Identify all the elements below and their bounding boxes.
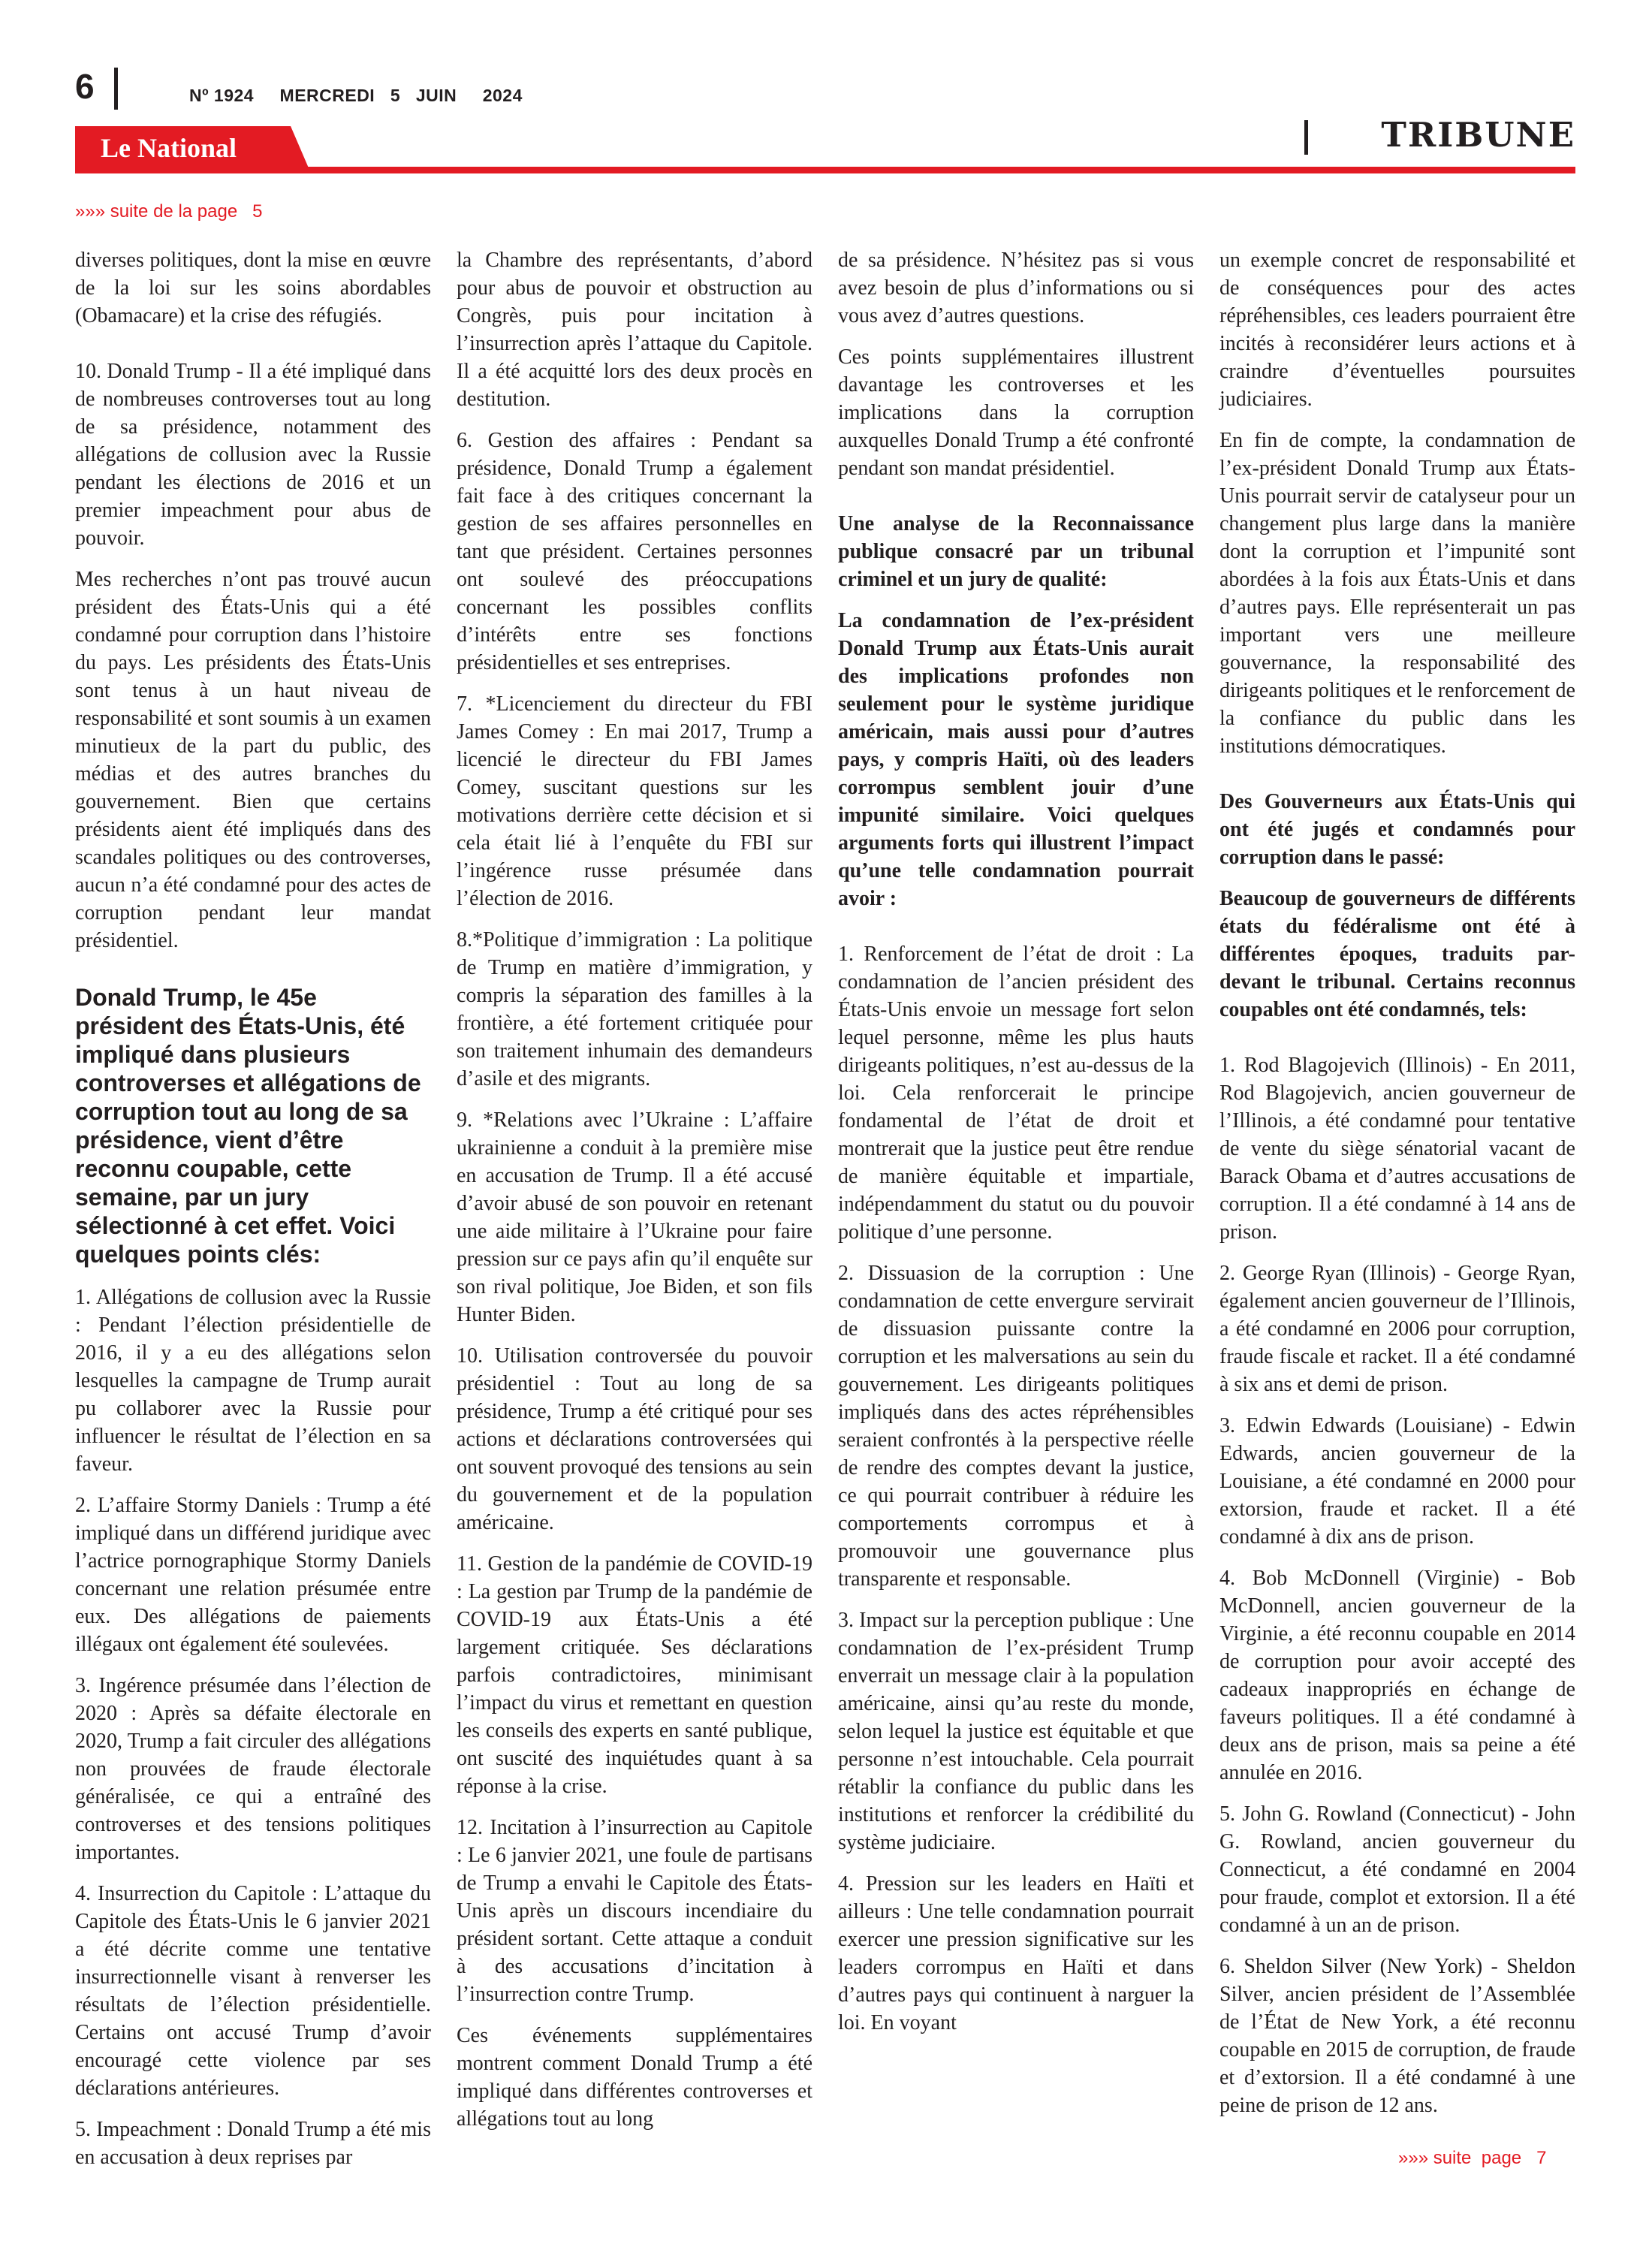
article-column-3: [838, 246, 1194, 2050]
page-number: 6: [75, 67, 95, 106]
paragraph: Ces points supplémentaires illustrent davantage les controverses et les implications dans la corruption auxquelles Donald Trump a été confronté pendant son mandat présidentiel.: [838, 345, 1194, 480]
paragraph: un exemple concret de responsabilité et de conséquences pour des actes répréhensibles, ces leaders pourraient être incités à reconsidérer leurs actions et à craindre d’éventuelles poursuites judiciaires.: [1219, 249, 1575, 411]
issue-day: MERCREDI: [279, 86, 375, 105]
paragraph: 2. Dissuasion de la corruption : Une condamnation de cette envergure servirait de dissuasion puissante contre la corruption et les malversations au sein du gouvernement. Les dirigeants politiques impliqués dans des actes répréhensibles seraient confrontés à la perspective réelle de rendre des comptes devant la justice, ce qui pourrait contribuer à réduire les comportements corrompus et à promouvoir une gouvernance plus transparente et responsable.: [838, 1262, 1194, 1591]
issue-number: Nº 1924: [189, 86, 255, 105]
paragraph: Ces événements supplémentaires montrent comment Donald Trump a été impliqué dans différentes controverses et allégations tout au long: [457, 2024, 812, 2131]
paragraph: 3. Ingérence présumée dans l’élection de 2020 : Après sa défaite électorale en 2020, Trump a fait circuler des allégations non prouvées de fraude électorale généralisée, ce qui a entraîné des controverses et des tensions politiques importantes.: [75, 1674, 431, 1864]
brand-logo: Le National: [101, 133, 237, 163]
paragraph: 1. Rod Blagojevich (Illinois) - En 2011, Rod Blagojevich, ancien gouverneur de l’Illinois, a été condamné pour tentative de vente du siège sénatorial vacant de Barack Obama et d’autres accusations de corruption. Il a été condamné à 14 ans de prison.: [1219, 1054, 1575, 1244]
paragraph: 9. *Relations avec l’Ukraine : L’affaire ukrainienne a conduit à la première mise en accusation de Trump. Il a été accusé d’avoir abusé de son pouvoir en retenant une aide militaire à l’Ukraine pour faire pression sur ce pays afin qu’il enquête sur son rival politique, Joe Biden, et son fils Hunter Biden.: [457, 1108, 812, 1326]
paragraph: 12. Incitation à l’insurrection au Capitole : Le 6 janvier 2021, une foule de partisans de Trump a envahi le Capitole des États-Unis après un discours incendiaire du président sortant. Cette attaque a conduit à des accusations d’incitation à l’insurrection contre Trump.: [457, 1816, 812, 2006]
paragraph: 1. Allégations de collusion avec la Russie : Pendant l’élection présidentielle de 2016, il y a eu des allégations selon lesquelles la campagne de Trump aurait pu collaborer avec la Russie pour influencer le résultat de l’élection en sa faveur.: [75, 1286, 431, 1476]
section-divider: [1304, 120, 1308, 155]
article-column-2: [457, 246, 812, 2146]
paragraph: 11. Gestion de la pandémie de COVID-19 : La gestion par Trump de la pandémie de COVID-19 aux États-Unis a été largement critiquée. Ses déclarations parfois contradictoires, minimisant l’impact du virus et remettant en question les conseils des experts en santé publique, ont suscité des inquiétudes quant à sa réponse à la crise.: [457, 1552, 812, 1798]
paragraph: 5. Impeachment : Donald Trump a été mis en accusation à deux reprises par: [75, 2118, 431, 2169]
issue-meta: [189, 86, 523, 106]
continued-to-link[interactable]: »»» suite page 7: [1398, 2148, 1547, 2168]
subheading: Donald Trump, le 45e président des États-Unis, été impliqué dans plusieurs controverses et allégations de corruption tout au long de sa présidence, vient d’être reconnu coupable, cette semaine, par un jury sélectionné à cet effet. Voici quelques points clés:: [75, 984, 421, 1268]
paragraph: 4. Insurrection du Capitole : L’attaque du Capitole des États-Unis le 6 janvier 2021 a été décrite comme une tentative insurrectionnelle visant à renverser les résultats de l’élection présidentielle. Certains ont accusé Trump d’avoir encouragé cette violence par ses déclarations antérieures.: [75, 1882, 431, 2100]
paragraph: 10. Donald Trump - Il a été impliqué dans de nombreuses controverses tout au long de sa présidence, notamment des allégations de collusion avec la Russie pendant les élections de 2016 et un premier impeachment pour abus de pouvoir.: [75, 360, 431, 550]
paragraph: 1. Renforcement de l’état de droit : La condamnation de l’ancien président des États-Unis envoie un message fort selon lequel personne, même les plus hauts dirigeants politiques, n’est au-dessus de la loi. Cela renforcerait le principe fondamental de l’état de droit et montrerait que la justice peut être rendue de manière équitable et impartiale, indépendamment du statut ou du pouvoir politique d’une personne.: [838, 943, 1194, 1244]
issue-date-number: 5: [390, 86, 401, 105]
page-number-divider: [114, 68, 118, 110]
bold-lead: Des Gouverneurs aux États-Unis qui ont été jugés et condamnés pour corruption dans le passé:: [1219, 790, 1575, 869]
paragraph: 2. L’affaire Stormy Daniels : Trump a été impliqué dans un différend juridique avec l’actrice pornographique Stormy Daniels concernant une relation présumée entre eux. Des allégations de paiements illégaux ont également été soulevées.: [75, 1494, 431, 1656]
bold-lead: La condamnation de l’ex-président Donald Trump aux États-Unis aurait des implications profondes non seulement pour le système juridique américain, mais aussi pour d’autres pays, y compris Haïti, où des leaders corrompus semblent jouir d’une impunité similaire. Voici quelques arguments forts qui illustrent l’impact qu’une telle condamnation pourrait avoir :: [838, 609, 1194, 910]
article-column-4: [1219, 246, 1575, 2133]
paragraph: 6. Gestion des affaires : Pendant sa présidence, Donald Trump a également fait face à des critiques concernant la gestion de ses affaires personnelles en tant que président. Certaines personnes ont soulevé des préoccupations concernant les possibles conflits d’intérêts entre ses fonctions présidentielles et ses entreprises.: [457, 429, 812, 674]
paragraph: 8.*Politique d’immigration : La politique de Trump en matière d’immigration, y compris la séparation des familles à la frontière, a été fortement critiquée pour son traitement inhumain des demandeurs d’asile et des migrants.: [457, 928, 812, 1090]
paragraph: la Chambre des représentants, d’abord pour abus de pouvoir et obstruction au Congrès, puis pour incitation à l’insurrection après l’attaque du Capitole. Il a été acquitté lors des deux procès en destitution.: [457, 249, 812, 411]
paragraph: 3. Impact sur la perception publique : Une condamnation de l’ex-président Trump enverrait un message clair à la population américaine, ainsi qu’au reste du monde, selon lequel la justice est équitable et que personne n’est intouchable. Cela pourrait rétablir la confiance du public dans les institutions et renforcer la crédibilité du système judiciaire.: [838, 1609, 1194, 1854]
paragraph: 3. Edwin Edwards (Louisiane) - Edwin Edwards, ancien gouverneur de la Louisiane, a été condamné en 2000 pour extorsion, fraude et racket. Il a été condamné à dix ans de prison.: [1219, 1414, 1575, 1549]
paragraph: de sa présidence. N’hésitez pas si vous avez besoin de plus d’informations ou si vous avez d’autres questions.: [838, 249, 1194, 327]
bold-lead: Une analyse de la Reconnaissance publique consacré par un tribunal criminel et un jury de qualité:: [838, 512, 1194, 591]
continued-from-link[interactable]: »»» suite de la page 5: [75, 201, 263, 222]
paragraph: En fin de compte, la condamnation de l’ex-président Donald Trump aux États-Unis pourrait servir de catalyseur pour un changement plus large dans la manière dont la corruption et l’impunité sont abordées à la fois aux États-Unis et dans d’autres pays. Elle représenterait un pas important vers une meilleure gouvernance, la responsabilité des dirigeants politiques et le renforcement de la confiance du public dans les institutions démocratiques.: [1219, 429, 1575, 758]
paragraph: 6. Sheldon Silver (New York) - Sheldon Silver, ancien président de l’Assemblée de l’État de New York, a été reconnu coupable en 2015 de corruption, de fraude et d’extorsion. Il a été condamné à une peine de prison de 12 ans.: [1219, 1955, 1575, 2117]
bold-lead: Beaucoup de gouverneurs de différents états du fédéralisme ont été à différentes époques, traduits par-devant le tribunal. Certains reconnus coupables ont été condamnés, tels:: [1219, 887, 1575, 1021]
issue-year: 2024: [482, 86, 523, 105]
section-title: TRIBUNE: [1381, 115, 1575, 155]
paragraph: 10. Utilisation controversée du pouvoir présidentiel : Tout au long de sa présidence, Trump a été critiqué pour ses actions et déclarations controversées qui ont souvent provoqué des tensions au sein du gouvernement et de la population américaine.: [457, 1344, 812, 1534]
paragraph: diverses politiques, dont la mise en œuvre de la loi sur les soins abordables (Obamacare) et la crise des réfugiés.: [75, 249, 431, 327]
paragraph: 7. *Licenciement du directeur du FBI James Comey : En mai 2017, Trump a licencié le directeur du FBI James Comey, suscitant questions sur les motivations derrière cette décision et si cela était lié à l’enquête du FBI sur l’ingérence russe présumée dans l’élection de 2016.: [457, 692, 812, 910]
paragraph: 2. George Ryan (Illinois) - George Ryan, également ancien gouverneur de l’Illinois, a été condamné en 2006 pour corruption, fraude fiscale et racket. Il a été condamné à six ans et demi de prison.: [1219, 1262, 1575, 1396]
paragraph: 4. Pression sur les leaders en Haïti et ailleurs : Une telle condamnation pourrait exercer une pression significative sur les leaders corrompus en Haïti et dans d’autres pays qui continuent à narguer la loi. En voyant: [838, 1872, 1194, 2034]
paragraph: 5. John G. Rowland (Connecticut) - John G. Rowland, ancien gouverneur du Connecticut, a été condamné en 2004 pour fraude, complot et extorsion. Il a été condamné à un an de prison.: [1219, 1802, 1575, 1937]
article-column-1: [75, 246, 431, 2185]
paragraph: 4. Bob McDonnell (Virginie) - Bob McDonnell, ancien gouverneur de la Virginie, a été reconnu coupable en 2014 de corruption pour avoir accepté des cadeaux inappropriés en échange de faveurs politiques. Il a été condamné à deux ans de prison, mais sa peine a été annulée en 2016.: [1219, 1567, 1575, 1784]
issue-month: JUIN: [415, 86, 457, 105]
paragraph: Mes recherches n’ont pas trouvé aucun président des États-Unis qui a été condamné pour corruption dans l’histoire du pays. Les présidents des États-Unis sont tenus à un haut niveau de responsabilité et sont soumis à un examen minutieux de la part du public, des médias et des autres branches du gouvernement. Bien que certains présidents aient été impliqués dans des scandales politiques ou des controverses, aucun n’a été condamné pour des actes de corruption pendant leur mandat présidentiel.: [75, 568, 431, 952]
header-red-rule: [75, 167, 1575, 173]
